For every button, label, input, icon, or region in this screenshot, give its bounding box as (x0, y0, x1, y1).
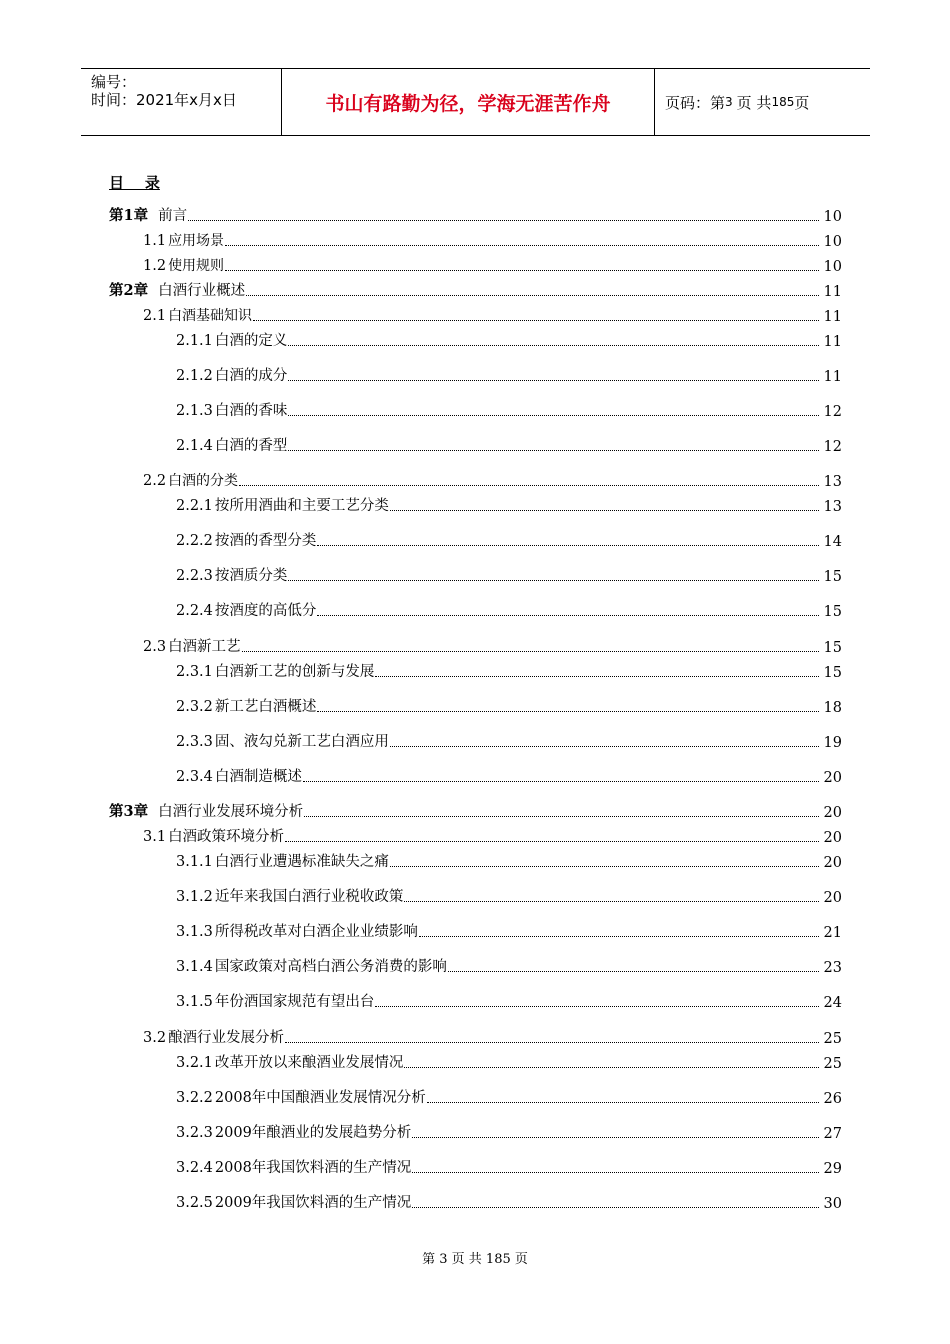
toc-entry[interactable] (0, 278, 950, 300)
header-meta-cell (81, 69, 282, 135)
toc-entry-number: 3.1 (143, 829, 167, 845)
toc-entry-title: 改革开放以来酿酒业发展情况 (214, 1055, 404, 1071)
toc-entry-label (176, 494, 389, 515)
toc-entry-number: 2.1.2 (176, 368, 213, 384)
toc-entry[interactable] (0, 824, 950, 846)
toc-entry-page: 25 (823, 1056, 842, 1072)
toc-entry-label (176, 564, 287, 585)
header-page-num: 3 (725, 95, 733, 109)
toc-entry[interactable] (0, 989, 950, 1011)
toc-entry-page: 18 (823, 700, 842, 716)
toc-entry-label (176, 885, 403, 906)
toc-entry[interactable] (0, 563, 950, 585)
toc-entry-number: 3.1.5 (176, 994, 213, 1010)
toc-entry-page: 23 (823, 960, 842, 976)
toc-entry-label (143, 305, 252, 325)
toc-entry-number: 3.1.2 (176, 889, 213, 905)
toc-entry-title: 年份酒国家规范有望出台 (214, 994, 375, 1010)
toc-dot-leader (246, 295, 819, 296)
toc-dot-leader (225, 245, 819, 246)
toc-entry[interactable] (0, 1155, 950, 1177)
page-header (81, 68, 870, 136)
toc-dot-leader (375, 676, 819, 677)
toc-entry-page: 15 (823, 604, 842, 620)
toc-entry-title: 按酒度的高低分 (214, 603, 317, 619)
toc-entry-page: 12 (823, 439, 842, 455)
toc-entry-title: 白酒的分类 (168, 473, 239, 489)
toc-dot-leader (288, 450, 819, 451)
toc-dot-leader (375, 1006, 819, 1007)
toc-entry-number: 2.1.4 (176, 438, 213, 454)
toc-dot-leader (390, 866, 819, 867)
toc-entry-title: 2009年酿酒业的发展趋势分析 (214, 1125, 412, 1141)
toc-entry[interactable] (0, 1190, 950, 1212)
toc-entry[interactable] (0, 884, 950, 906)
toc-entry-label (176, 1156, 411, 1177)
toc-entry-title: 2008年我国饮料酒的生产情况 (214, 1160, 412, 1176)
toc-entry-page: 20 (823, 830, 842, 846)
toc-entry-label (176, 730, 389, 751)
toc-entry-title: 近年来我国白酒行业税收政策 (214, 889, 404, 905)
toc-entry[interactable] (0, 598, 950, 620)
toc-entry-page: 14 (823, 534, 842, 550)
toc-entry-title: 按酒质分类 (214, 568, 288, 584)
toc-entry-title: 白酒基础知识 (168, 308, 253, 324)
toc-entry-title: 白酒的定义 (214, 333, 288, 349)
toc-entry[interactable] (0, 764, 950, 786)
toc-entry-label (109, 800, 303, 821)
header-page-cell (655, 69, 870, 135)
toc-dot-leader (317, 615, 819, 616)
toc-entry-title: 使用规则 (168, 258, 225, 274)
toc-entry[interactable] (0, 363, 950, 385)
toc-entry-title: 2008年中国酿酒业发展情况分析 (214, 1090, 426, 1106)
toc-entry-label (176, 364, 287, 385)
toc-entry-title: 固、液勾兑新工艺白酒应用 (214, 734, 389, 750)
toc-entry-number: 2.3.4 (176, 769, 213, 785)
toc-entry-title: 2009年我国饮料酒的生产情况 (214, 1195, 412, 1211)
toc-dot-leader (285, 841, 819, 842)
toc-entry-label (176, 920, 418, 941)
toc-dot-leader (419, 936, 819, 937)
toc-dot-leader (412, 1172, 819, 1173)
toc-entry-page: 25 (823, 1031, 842, 1047)
toc-dot-leader (239, 485, 819, 486)
toc-entry[interactable] (0, 659, 950, 681)
toc-entry-number: 3.2.4 (176, 1160, 213, 1176)
toc-entry-page: 10 (823, 234, 842, 250)
toc-entry-label (176, 955, 447, 976)
header-number-label: 编号： (91, 73, 137, 91)
toc-entry-label (176, 599, 316, 620)
toc-entry-title: 白酒的成分 (214, 368, 288, 384)
toc-entry-number: 2.2 (143, 473, 167, 489)
toc-entry-number: 2.2.3 (176, 568, 213, 584)
toc-entry-page: 15 (823, 569, 842, 585)
toc-entry-page: 30 (823, 1196, 842, 1212)
toc-entry-label (176, 660, 374, 681)
toc-entry-page: 13 (823, 499, 842, 515)
toc-entry-number: 第1章 (109, 207, 149, 224)
toc-dot-leader (317, 545, 819, 546)
toc-entry[interactable] (0, 328, 950, 350)
toc-entry-title: 所得税改革对白酒企业业绩影响 (214, 924, 418, 940)
toc-entry[interactable] (0, 528, 950, 550)
toc-entry-title: 应用场景 (168, 233, 225, 249)
toc-entry-label (176, 434, 287, 455)
toc-entry-title: 国家政策对高档白酒公务消费的影响 (214, 959, 447, 975)
toc-entry-page: 11 (823, 284, 842, 300)
toc-dot-leader (427, 1102, 819, 1103)
toc-entry-label (176, 399, 287, 420)
toc-entry-page: 10 (823, 209, 842, 225)
toc-entry-page: 20 (823, 770, 842, 786)
toc-entry-title: 白酒制造概述 (214, 769, 302, 785)
toc-entry-page: 20 (823, 890, 842, 906)
header-page-mid: 页 共 (736, 93, 772, 112)
toc-entry-title: 白酒行业发展环境分析 (158, 804, 304, 820)
toc-entry-page: 10 (823, 259, 842, 275)
page-footer: 第 3 页 共 185 页 (422, 1252, 528, 1267)
toc-entry-page: 11 (823, 309, 842, 325)
toc-entry-number: 2.3.2 (176, 699, 213, 715)
toc-entry-number: 3.1.3 (176, 924, 213, 940)
toc-entry-label (109, 204, 187, 225)
toc-title: 目 录 (109, 174, 160, 192)
toc-dot-leader (303, 781, 819, 782)
toc-entry-title: 新工艺白酒概述 (214, 699, 317, 715)
toc-entry-title: 按所用酒曲和主要工艺分类 (214, 498, 389, 514)
toc-entry-number: 3.2.1 (176, 1055, 213, 1071)
toc-entry-number: 1.1 (143, 233, 167, 249)
toc-dot-leader (412, 1207, 819, 1208)
toc-dot-leader (188, 220, 819, 221)
toc-entry-label (176, 1191, 411, 1212)
toc-entry-page: 15 (823, 640, 842, 656)
toc-entry-page: 11 (823, 369, 842, 385)
toc-entry-number: 3.2.5 (176, 1195, 213, 1211)
toc-entry-number: 3.1.1 (176, 854, 213, 870)
toc-dot-leader (404, 1067, 819, 1068)
toc-dot-leader (285, 1042, 819, 1043)
toc-entry[interactable] (0, 1085, 950, 1107)
toc-entry-label (176, 1121, 411, 1142)
toc-entry-number: 3.1.4 (176, 959, 213, 975)
toc-entry-title: 白酒政策环境分析 (168, 829, 285, 845)
toc-entry-title: 白酒的香型 (214, 438, 288, 454)
toc-entry-number: 2.1.3 (176, 403, 213, 419)
toc-entry-page: 24 (823, 995, 842, 1011)
toc-dot-leader (288, 345, 819, 346)
toc-entry[interactable] (0, 1050, 950, 1072)
toc-entry[interactable] (0, 954, 950, 976)
toc-entry-page: 15 (823, 665, 842, 681)
toc-entry-number: 3.2.2 (176, 1090, 213, 1106)
toc-entry-label (143, 825, 284, 846)
toc-entry-number: 2.1 (143, 308, 167, 324)
toc-entry-number: 3.2 (143, 1030, 167, 1046)
toc-entry-label (176, 695, 316, 716)
toc-dot-leader (242, 651, 819, 652)
toc-entry-title: 前言 (158, 208, 188, 224)
toc-dot-leader (304, 816, 819, 817)
toc-entry-label (143, 470, 238, 490)
toc-entry-title: 按酒的香型分类 (214, 533, 317, 549)
toc-dot-leader (448, 971, 819, 972)
toc-entry-label (176, 1051, 403, 1072)
toc-entry-page: 20 (823, 805, 842, 821)
toc-entry-title: 白酒新工艺 (168, 639, 241, 655)
toc-entry-number: 第3章 (109, 803, 149, 820)
toc-entry-label (176, 990, 374, 1011)
toc-entry-label (143, 1026, 284, 1047)
toc-entry[interactable] (0, 849, 950, 871)
header-page-total: 185 (771, 95, 795, 109)
toc-entry-title: 白酒行业概述 (158, 283, 246, 299)
toc-entry[interactable] (0, 433, 950, 455)
toc-dot-leader (288, 380, 819, 381)
toc-entry-label (176, 329, 287, 350)
toc-entry[interactable] (0, 634, 950, 656)
toc-entry[interactable] (0, 253, 950, 275)
toc-entry-page: 26 (823, 1091, 842, 1107)
toc-entry[interactable] (0, 694, 950, 716)
toc-entry-label (176, 765, 302, 786)
toc-entry-label (176, 529, 316, 550)
toc-entry-label (176, 850, 389, 871)
toc-entry-number: 2.2.4 (176, 603, 213, 619)
toc-entry[interactable] (0, 729, 950, 751)
toc-entry-title: 酿酒行业发展分析 (168, 1030, 285, 1046)
toc-entry-page: 11 (823, 334, 842, 350)
toc-entry-page: 27 (823, 1126, 842, 1142)
toc-entry[interactable] (0, 303, 950, 325)
toc-entry-title: 白酒行业遭遇标准缺失之痛 (214, 854, 389, 870)
toc-entry-title: 白酒新工艺的创新与发展 (214, 664, 375, 680)
toc-entry-number: 2.3.1 (176, 664, 213, 680)
toc-entry[interactable] (0, 493, 950, 515)
toc-entry-label (143, 230, 224, 250)
toc-entry[interactable] (0, 919, 950, 941)
toc-entry[interactable] (0, 228, 950, 250)
toc-entry[interactable] (0, 1025, 950, 1047)
toc-entry-number: 第2章 (109, 282, 149, 299)
toc-entry-label (176, 1086, 426, 1107)
toc-entry-page: 29 (823, 1161, 842, 1177)
toc-dot-leader (412, 1137, 819, 1138)
toc-dot-leader (253, 320, 819, 321)
toc-entry-number: 2.3 (143, 639, 167, 655)
toc-dot-leader (288, 415, 819, 416)
toc-entry-page: 20 (823, 855, 842, 871)
toc-entry[interactable] (0, 1120, 950, 1142)
toc-dot-leader (390, 746, 819, 747)
toc-entry-number: 2.2.2 (176, 533, 213, 549)
toc-entry-page: 12 (823, 404, 842, 420)
toc-dot-leader (288, 580, 819, 581)
toc-entry-number: 1.2 (143, 258, 167, 274)
toc-entry-number: 2.2.1 (176, 498, 213, 514)
toc-entry-label (143, 635, 241, 656)
toc-entry[interactable] (0, 799, 950, 821)
header-page-suffix: 页 (794, 93, 810, 112)
toc-entry-page: 13 (823, 474, 842, 490)
header-page-prefix: 页码：第 (665, 93, 726, 112)
toc-entry-label (109, 279, 245, 300)
toc-entry-title: 白酒的香味 (214, 403, 288, 419)
toc-entry[interactable] (0, 398, 950, 420)
header-motto: 书山有路勤为径，学海无涯苦作舟 (282, 69, 655, 135)
toc-dot-leader (404, 901, 819, 902)
toc-dot-leader (225, 270, 819, 271)
header-date-label: 时间：2021年x月x日 (91, 91, 237, 109)
toc-entry-number: 2.1.1 (176, 333, 213, 349)
toc-entry-number: 3.2.3 (176, 1125, 213, 1141)
toc-entry[interactable] (0, 468, 950, 490)
toc-entry-number: 2.3.3 (176, 734, 213, 750)
toc-entry[interactable] (0, 203, 950, 225)
toc-entry-page: 21 (823, 925, 842, 941)
toc-dot-leader (390, 510, 819, 511)
toc-dot-leader (317, 711, 819, 712)
toc-entry-label (143, 255, 224, 275)
toc-entry-page: 19 (823, 735, 842, 751)
